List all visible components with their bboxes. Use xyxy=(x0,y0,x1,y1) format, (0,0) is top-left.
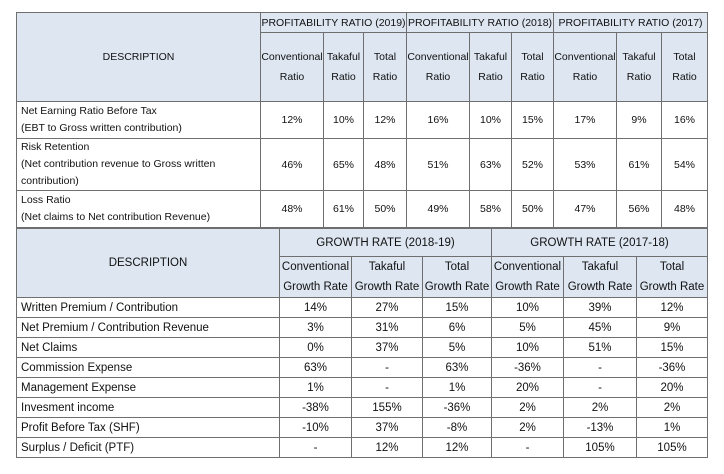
cell: - xyxy=(280,438,352,458)
group-header-2018-19: GROWTH RATE (2018-19) xyxy=(280,229,492,257)
cell: 15% xyxy=(637,338,708,358)
cell: 12% xyxy=(352,438,423,458)
row-label: Net Claims xyxy=(17,338,280,358)
table-row xyxy=(17,139,708,191)
cell: 1% xyxy=(280,378,352,398)
cell: - xyxy=(564,378,637,398)
growth-rate-table xyxy=(16,228,708,458)
cell: 45% xyxy=(564,318,637,338)
cell: 0% xyxy=(280,338,352,358)
cell: 31% xyxy=(352,318,423,338)
group-header-2018: PROFITABILITY RATIO (2018) xyxy=(407,13,554,33)
cell: 2% xyxy=(564,398,637,418)
cell: -36% xyxy=(637,358,708,378)
total-growth-header: Total Growth Rate xyxy=(637,257,708,298)
cell: 5% xyxy=(492,318,564,338)
conventional-growth-header: Conventional Growth Rate xyxy=(280,257,352,298)
takaful-ratio-header: Takaful Ratio xyxy=(470,33,512,102)
cell: 6% xyxy=(423,318,492,338)
table-row xyxy=(17,398,708,418)
cell: 12% xyxy=(364,102,407,139)
row-label: Loss Ratio (Net claims to Net contribution Revenue) xyxy=(17,191,261,228)
cell: 5% xyxy=(423,338,492,358)
conventional-ratio-header: Conventional Ratio xyxy=(261,33,324,102)
table-row xyxy=(17,418,708,438)
cell: 58% xyxy=(470,191,512,228)
cell: -13% xyxy=(564,418,637,438)
total-growth-header: Total Growth Rate xyxy=(423,257,492,298)
cell: 12% xyxy=(637,298,708,318)
row-label: Risk Retention (Net contribution revenue to Gross written contribution) xyxy=(17,139,261,191)
cell: 48% xyxy=(662,191,708,228)
total-ratio-header: Total Ratio xyxy=(364,33,407,102)
cell: 2% xyxy=(492,398,564,418)
profitability-ratio-table xyxy=(16,12,708,228)
cell: 47% xyxy=(554,191,617,228)
conventional-ratio-header: Conventional Ratio xyxy=(554,33,617,102)
cell: 48% xyxy=(364,139,407,191)
cell: 65% xyxy=(324,139,364,191)
cell: 2% xyxy=(492,418,564,438)
cell: 53% xyxy=(554,139,617,191)
cell: 63% xyxy=(280,358,352,378)
table-row xyxy=(17,438,708,458)
row-label: Commission Expense xyxy=(17,358,280,378)
table-row xyxy=(17,102,708,139)
cell: 10% xyxy=(492,338,564,358)
cell: 52% xyxy=(512,139,554,191)
cell: 48% xyxy=(261,191,324,228)
row-label: Surplus / Deficit (PTF) xyxy=(17,438,280,458)
cell: 61% xyxy=(324,191,364,228)
cell: 15% xyxy=(512,102,554,139)
cell: 105% xyxy=(564,438,637,458)
cell: -10% xyxy=(280,418,352,438)
row-label: Net Premium / Contribution Revenue xyxy=(17,318,280,338)
group-header-2017-18: GROWTH RATE (2017-18) xyxy=(492,229,708,257)
row-label: Net Earning Ratio Before Tax (EBT to Gross written contribution) xyxy=(17,102,261,139)
row-label: Invesment income xyxy=(17,398,280,418)
takaful-growth-header: Takaful Growth Rate xyxy=(564,257,637,298)
description-header: DESCRIPTION xyxy=(17,13,261,102)
cell: 37% xyxy=(352,338,423,358)
cell: - xyxy=(564,358,637,378)
cell: 37% xyxy=(352,418,423,438)
cell: 56% xyxy=(617,191,662,228)
cell: 155% xyxy=(352,398,423,418)
cell: -38% xyxy=(280,398,352,418)
cell: 14% xyxy=(280,298,352,318)
cell: 16% xyxy=(407,102,470,139)
group-header-2017: PROFITABILITY RATIO (2017) xyxy=(554,13,708,33)
cell: - xyxy=(492,438,564,458)
takaful-growth-header: Takaful Growth Rate xyxy=(352,257,423,298)
cell: 61% xyxy=(617,139,662,191)
group-header-2019: PROFITABILITY RATIO (2019) xyxy=(261,13,407,33)
takaful-ratio-header: Takaful Ratio xyxy=(324,33,364,102)
cell: 9% xyxy=(617,102,662,139)
conventional-ratio-header: Conventional Ratio xyxy=(407,33,470,102)
cell: 10% xyxy=(492,298,564,318)
cell: 27% xyxy=(352,298,423,318)
table-row xyxy=(17,318,708,338)
table-row xyxy=(17,191,708,228)
cell: 3% xyxy=(280,318,352,338)
cell: 49% xyxy=(407,191,470,228)
cell: 12% xyxy=(261,102,324,139)
cell: 54% xyxy=(662,139,708,191)
cell: 50% xyxy=(364,191,407,228)
cell: 9% xyxy=(637,318,708,338)
cell: 51% xyxy=(407,139,470,191)
takaful-ratio-header: Takaful Ratio xyxy=(617,33,662,102)
table-row xyxy=(17,358,708,378)
cell: 51% xyxy=(564,338,637,358)
cell: 20% xyxy=(492,378,564,398)
cell: 10% xyxy=(324,102,364,139)
table-row xyxy=(17,338,708,358)
table-row xyxy=(17,378,708,398)
cell: 12% xyxy=(423,438,492,458)
cell: - xyxy=(352,378,423,398)
cell: -36% xyxy=(492,358,564,378)
cell: 39% xyxy=(564,298,637,318)
conventional-growth-header: Conventional Growth Rate xyxy=(492,257,564,298)
total-ratio-header: Total Ratio xyxy=(662,33,708,102)
total-ratio-header: Total Ratio xyxy=(512,33,554,102)
row-label: Profit Before Tax (SHF) xyxy=(17,418,280,438)
cell: -8% xyxy=(423,418,492,438)
cell: 17% xyxy=(554,102,617,139)
row-label: Management Expense xyxy=(17,378,280,398)
table-row xyxy=(17,298,708,318)
cell: 16% xyxy=(662,102,708,139)
row-label: Written Premium / Contribution xyxy=(17,298,280,318)
cell: - xyxy=(352,358,423,378)
description-header: DESCRIPTION xyxy=(17,229,280,298)
cell: 2% xyxy=(637,398,708,418)
cell: 105% xyxy=(637,438,708,458)
cell: 46% xyxy=(261,139,324,191)
cell: 15% xyxy=(423,298,492,318)
cell: 50% xyxy=(512,191,554,228)
cell: 1% xyxy=(423,378,492,398)
cell: 20% xyxy=(637,378,708,398)
cell: 10% xyxy=(470,102,512,139)
cell: -36% xyxy=(423,398,492,418)
cell: 1% xyxy=(637,418,708,438)
cell: 63% xyxy=(423,358,492,378)
cell: 63% xyxy=(470,139,512,191)
